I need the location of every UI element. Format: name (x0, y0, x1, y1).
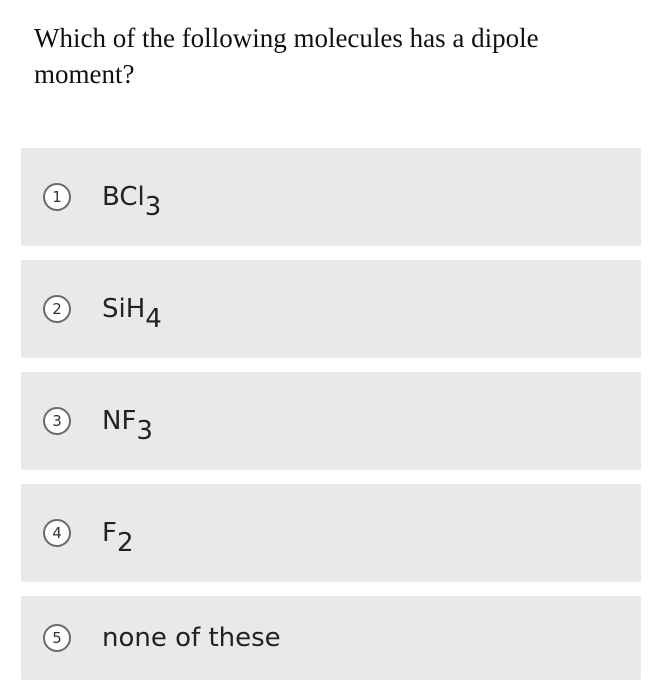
option-number-badge: 2 (43, 295, 71, 323)
answer-option-3[interactable] (21, 372, 641, 470)
option-number-badge: 3 (43, 407, 71, 435)
formula-subscript: 4 (145, 304, 162, 334)
answer-option-2[interactable] (21, 260, 641, 358)
answer-options (21, 148, 641, 694)
option-number-badge: 1 (43, 183, 71, 211)
option-label (102, 406, 153, 446)
formula-base: SiH (102, 294, 146, 324)
option-label (102, 182, 162, 222)
formula-base: BCl (102, 182, 145, 212)
option-number-badge: 5 (43, 624, 71, 652)
answer-option-1[interactable] (21, 148, 641, 246)
option-number-badge: 4 (43, 519, 71, 547)
formula-subscript: 3 (136, 416, 153, 446)
option-label (102, 518, 134, 558)
option-label: none of these (102, 623, 281, 653)
formula-subscript: 3 (144, 192, 162, 222)
formula-base: NF (102, 406, 137, 436)
answer-option-4[interactable] (21, 484, 641, 582)
question-text: Which of the following molecules has a dipole moment? (34, 23, 539, 89)
formula-base: F (102, 518, 117, 548)
option-label (102, 294, 162, 334)
formula-subscript: 2 (116, 528, 134, 558)
answer-option-5[interactable] (21, 596, 641, 680)
